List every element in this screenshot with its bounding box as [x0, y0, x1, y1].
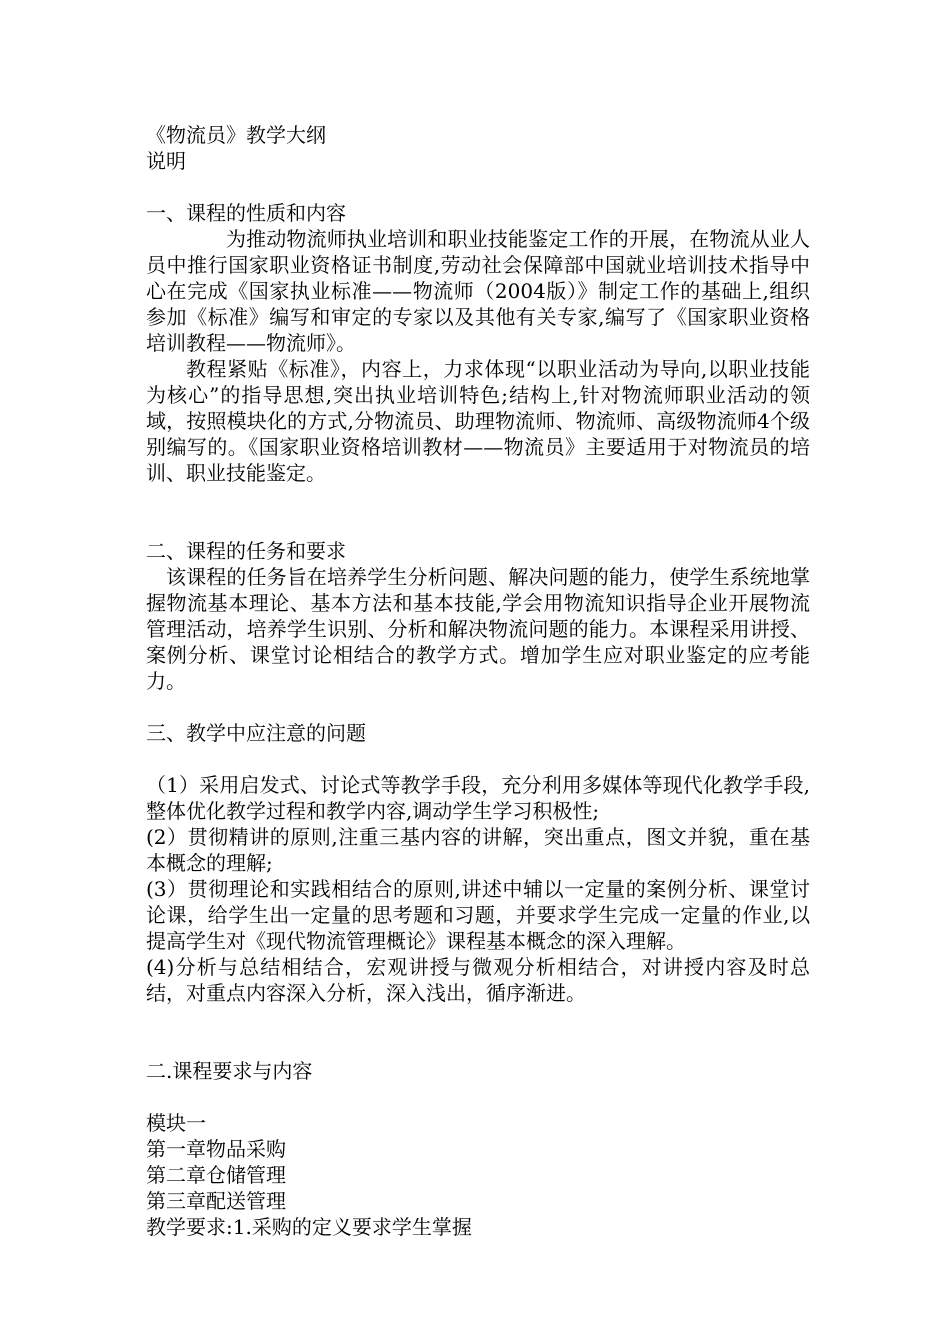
list-item: (3）贯彻理论和实践相结合的原则,讲述中辅以一定量的案例分析、课堂讨论课，给学生出一定量的思考题和习题，并要求学生完成一定量的作业,以提高学生对《现代物流管理概论》课程基本概念的深入理解。 [146, 877, 810, 953]
section-2-paragraph-1: 该课程的任务旨在培养学生分析问题、解决问题的能力，使学生系统地掌握物流基本理论、基本方法和基本技能,学会用物流知识指导企业开展物流管理活动，培养学生识别、分析和解决物流问题的能力。本课程采用讲授、案例分析、课堂讨论相结合的教学方式。增加学生应对职业鉴定的应考能力。 [146, 565, 810, 693]
spacer [146, 1006, 810, 1058]
section-1-paragraph-2: 教程紧贴《标准》，内容上，力求体现“以职业活动为导向,以职业技能为核心”的指导思想,突出执业培训特色;结构上,针对物流师职业活动的领域，按照模块化的方式,分物流员、助理物流师、物流师、高级物流师4个级别编写的。《国家职业资格培训教材——物流员》主要适用于对物流员的培训、职业技能鉴定。 [146, 357, 810, 485]
spacer [146, 174, 810, 200]
list-item: (2）贯彻精讲的原则,注重三基内容的讲解，突出重点，图文并貌，重在基本概念的理解; [146, 825, 810, 875]
spacer [146, 1084, 810, 1110]
section-heading-1: 一、课程的性质和内容 [146, 201, 346, 225]
list-item: （1）采用启发式、讨论式等教学手段，充分利用多媒体等现代化教学手段,整体优化教学过程和教学内容,调动学生学习积极性; [146, 773, 810, 823]
spacer [146, 486, 810, 538]
section-heading-4: 二.课程要求与内容 [146, 1059, 313, 1083]
teaching-requirement: 教学要求:1.采购的定义要求学生掌握 [146, 1215, 472, 1239]
document-page [146, 122, 810, 1240]
chapter-item: 第三章配送管理 [146, 1189, 286, 1213]
chapter-item: 第一章物品采购 [146, 1137, 286, 1161]
spacer [146, 746, 810, 772]
section-1-paragraph-1: 为推动物流师执业培训和职业技能鉴定工作的开展，在物流从业人员中推行国家职业资格证书制度,劳动社会保障部中国就业培训技术指导中心在完成《国家执业标准——物流师（2004版）》制定工作的基础上,组织参加《标准》编写和审定的专家以及其他有关专家,编写了《国家职业资格培训教程——物流师》。 [146, 227, 810, 355]
spacer [146, 694, 810, 720]
section-heading-3: 三、教学中应注意的问题 [146, 721, 366, 745]
section-heading-2: 二、课程的任务和要求 [146, 539, 346, 563]
document-title: 《物流员》教学大纲 [146, 123, 326, 147]
list-item: (4)分析与总结相结合，宏观讲授与微观分析相结合，对讲授内容及时总结，对重点内容深入分析，深入浅出，循序渐进。 [146, 955, 810, 1005]
chapter-item: 第二章仓储管理 [146, 1163, 286, 1187]
document-subtitle: 说明 [146, 149, 186, 173]
module-title: 模块一 [146, 1111, 206, 1135]
